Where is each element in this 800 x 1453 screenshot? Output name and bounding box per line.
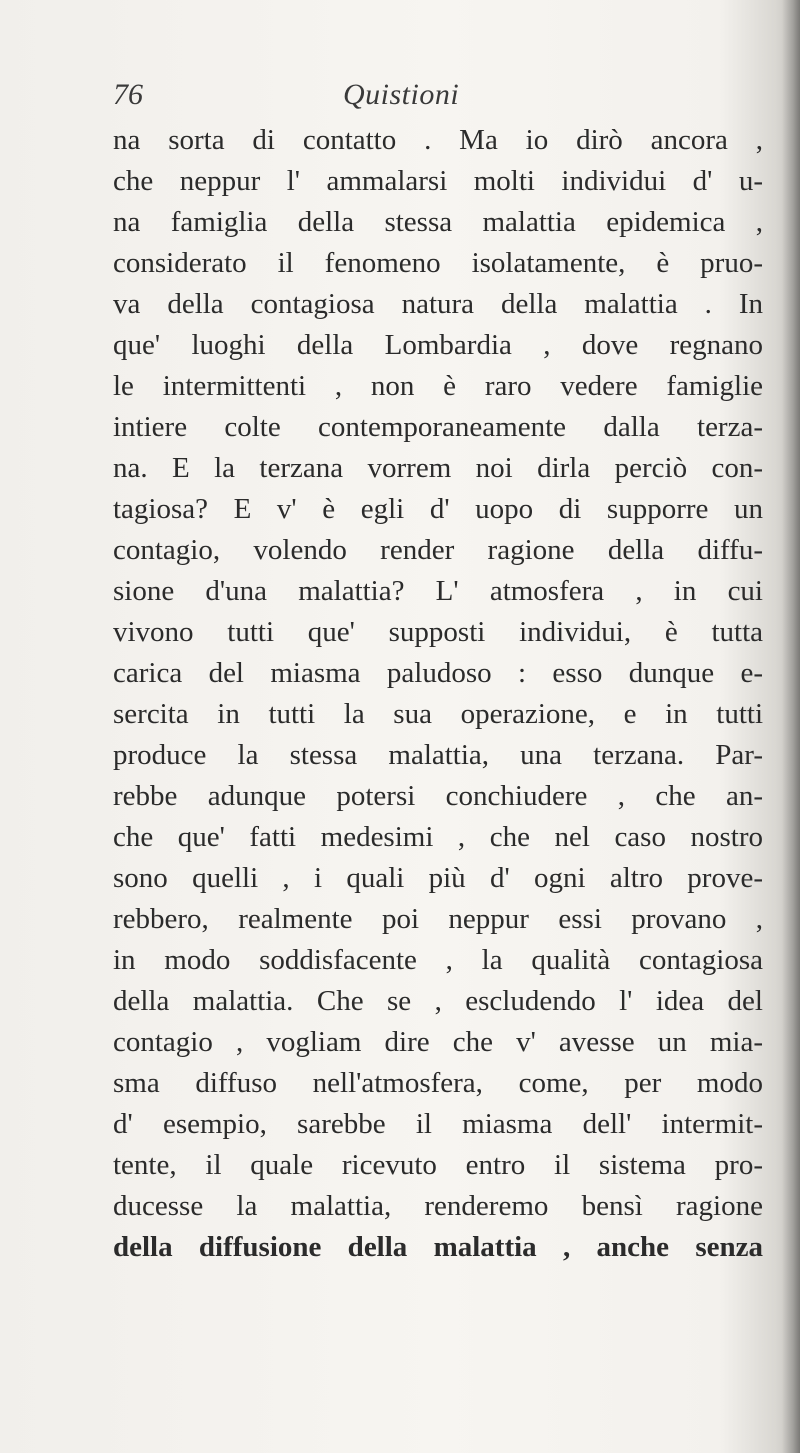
text-line: della malattia. Che se , escludendo l' idea del	[113, 985, 763, 1017]
text-line: sono quelli , i quali più d' ogni altro prove-	[113, 862, 763, 894]
text-line: le intermittenti , non è raro vedere famiglie	[113, 370, 763, 402]
text-line: na sorta di contatto . Ma io dirò ancora ,	[113, 124, 763, 156]
text-line: della diffusione della malattia , anche senza	[113, 1231, 763, 1263]
text-line: sma diffuso nell'atmosfera, come, per modo	[113, 1067, 763, 1099]
text-line: sione d'una malattia? L' atmosfera , in cui	[113, 575, 763, 607]
text-line: che neppur l' ammalarsi molti individui d' u-	[113, 165, 763, 197]
page-header	[113, 78, 733, 122]
text-line: d' esempio, sarebbe il miasma dell' intermit-	[113, 1108, 763, 1140]
text-line: intiere colte contemporaneamente dalla terza-	[113, 411, 763, 443]
text-line: va della contagiosa natura della malattia . In	[113, 288, 763, 320]
text-line: na famiglia della stessa malattia epidemica ,	[113, 206, 763, 238]
text-line: che que' fatti medesimi , che nel caso nostro	[113, 821, 763, 853]
text-line: carica del miasma paludoso : esso dunque e-	[113, 657, 763, 689]
text-line: contagio, volendo render ragione della diffu-	[113, 534, 763, 566]
page-number: 76	[113, 78, 143, 111]
text-line: contagio , vogliam dire che v' avesse un mia-	[113, 1026, 763, 1058]
text-line: rebbero, realmente poi neppur essi provano ,	[113, 903, 763, 935]
text-line: in modo soddisfacente , la qualità contagiosa	[113, 944, 763, 976]
page-gutter-shadow	[782, 0, 800, 1453]
running-title: Quistioni	[343, 78, 460, 111]
text-line: rebbe adunque potersi conchiudere , che an-	[113, 780, 763, 812]
text-line: tagiosa? E v' è egli d' uopo di supporre un	[113, 493, 763, 525]
text-line: sercita in tutti la sua operazione, e in tutti	[113, 698, 763, 730]
body-text	[113, 120, 763, 1268]
text-line: vivono tutti que' supposti individui, è tutta	[113, 616, 763, 648]
text-line: considerato il fenomeno isolatamente, è pruo-	[113, 247, 763, 279]
text-line: ducesse la malattia, renderemo bensì ragione	[113, 1190, 763, 1222]
text-line: na. E la terzana vorrem noi dirla perciò con-	[113, 452, 763, 484]
text-line: tente, il quale ricevuto entro il sistema pro-	[113, 1149, 763, 1181]
text-line: produce la stessa malattia, una terzana. Par-	[113, 739, 763, 771]
text-line: que' luoghi della Lombardia , dove regnano	[113, 329, 763, 361]
